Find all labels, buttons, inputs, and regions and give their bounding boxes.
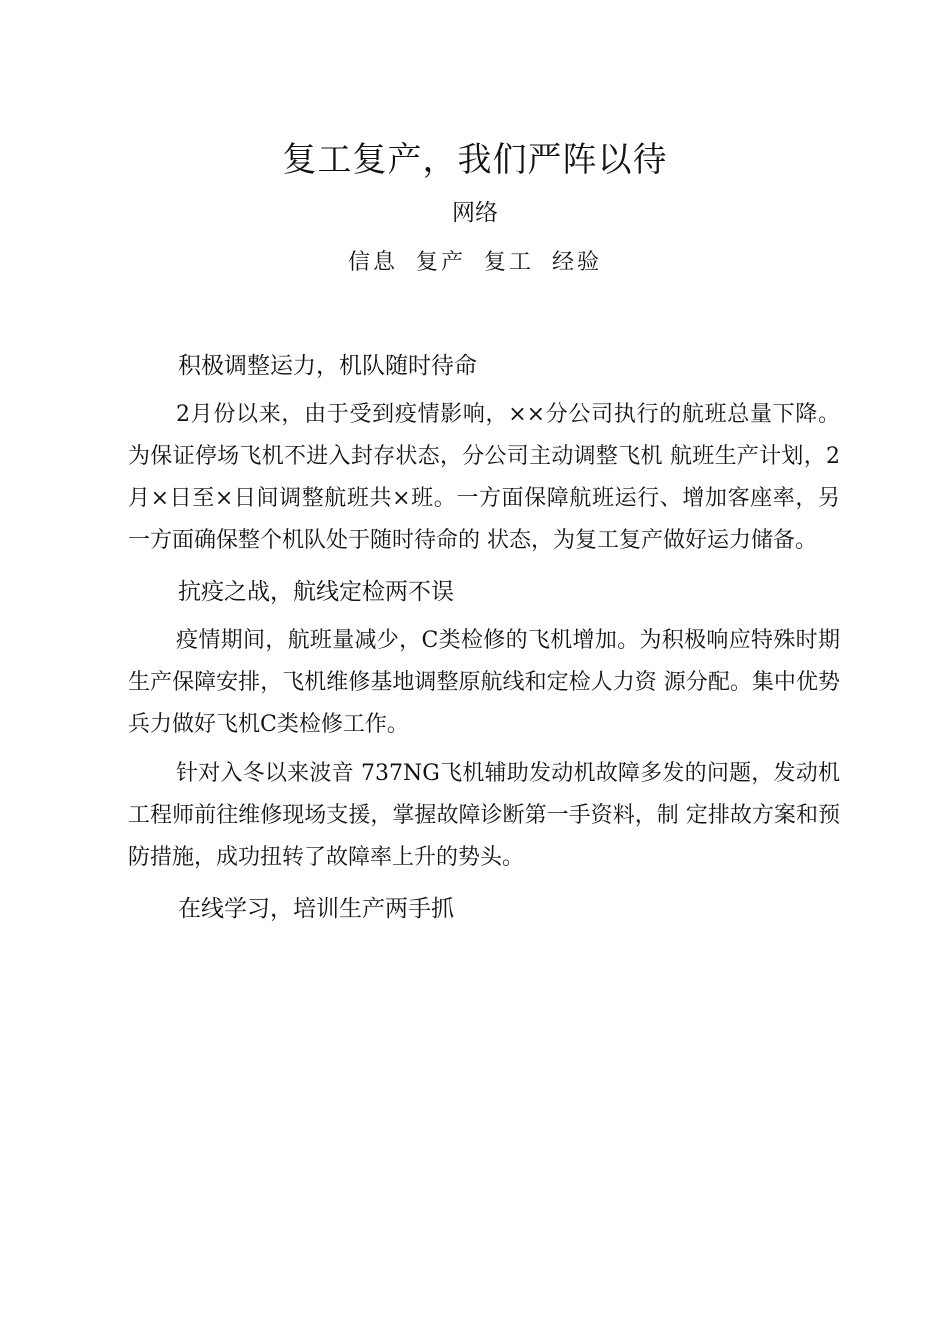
section-paragraph: 2月份以来，由于受到疫情影响，××分公司执行的航班总量下降。为保证停场飞机不进入封存状态，分公司主动调整飞机 航班生产计划，2月×日至×日间调整航班共×班。一方面保障航班运行、增加客座率，另一方面确保整个机队处于随时待命的 状态，为复工复产做好运力储备。 [128,402,840,553]
document-body [128,345,840,930]
document-title: 复工复产，我们严阵以待 [282,140,668,180]
section-paragraph: 疫情期间，航班量减少，C类检修的飞机增加。为积极响应特殊时期生产保障安排，飞机维修基地调整原航线和定检人力资 源分配。集中优势兵力做好飞机C类检修工作。 [128,628,840,737]
keyword: 经验 [552,250,603,275]
document-keywords [0,246,950,280]
section-heading-capacity: 积极调整运力，机队随时待命 [178,353,477,379]
section-paragraph: 针对入冬以来波音 737NG飞机辅助发动机故障多发的问题，发动机工程师前往维修现场支援，掌握故障诊断第一手资料，制 定排故方案和预防措施，成功扭转了故障率上升的势头。 [128,761,840,870]
keyword: 信息 [347,250,398,275]
keyword: 复产 [415,250,466,275]
document-author: 网络 [452,200,498,226]
section-heading-maintenance: 抗疫之战，航线定检两不误 [178,579,454,605]
section-heading-training: 在线学习，培训生产两手抓 [178,896,454,922]
keyword: 复工 [484,250,535,275]
